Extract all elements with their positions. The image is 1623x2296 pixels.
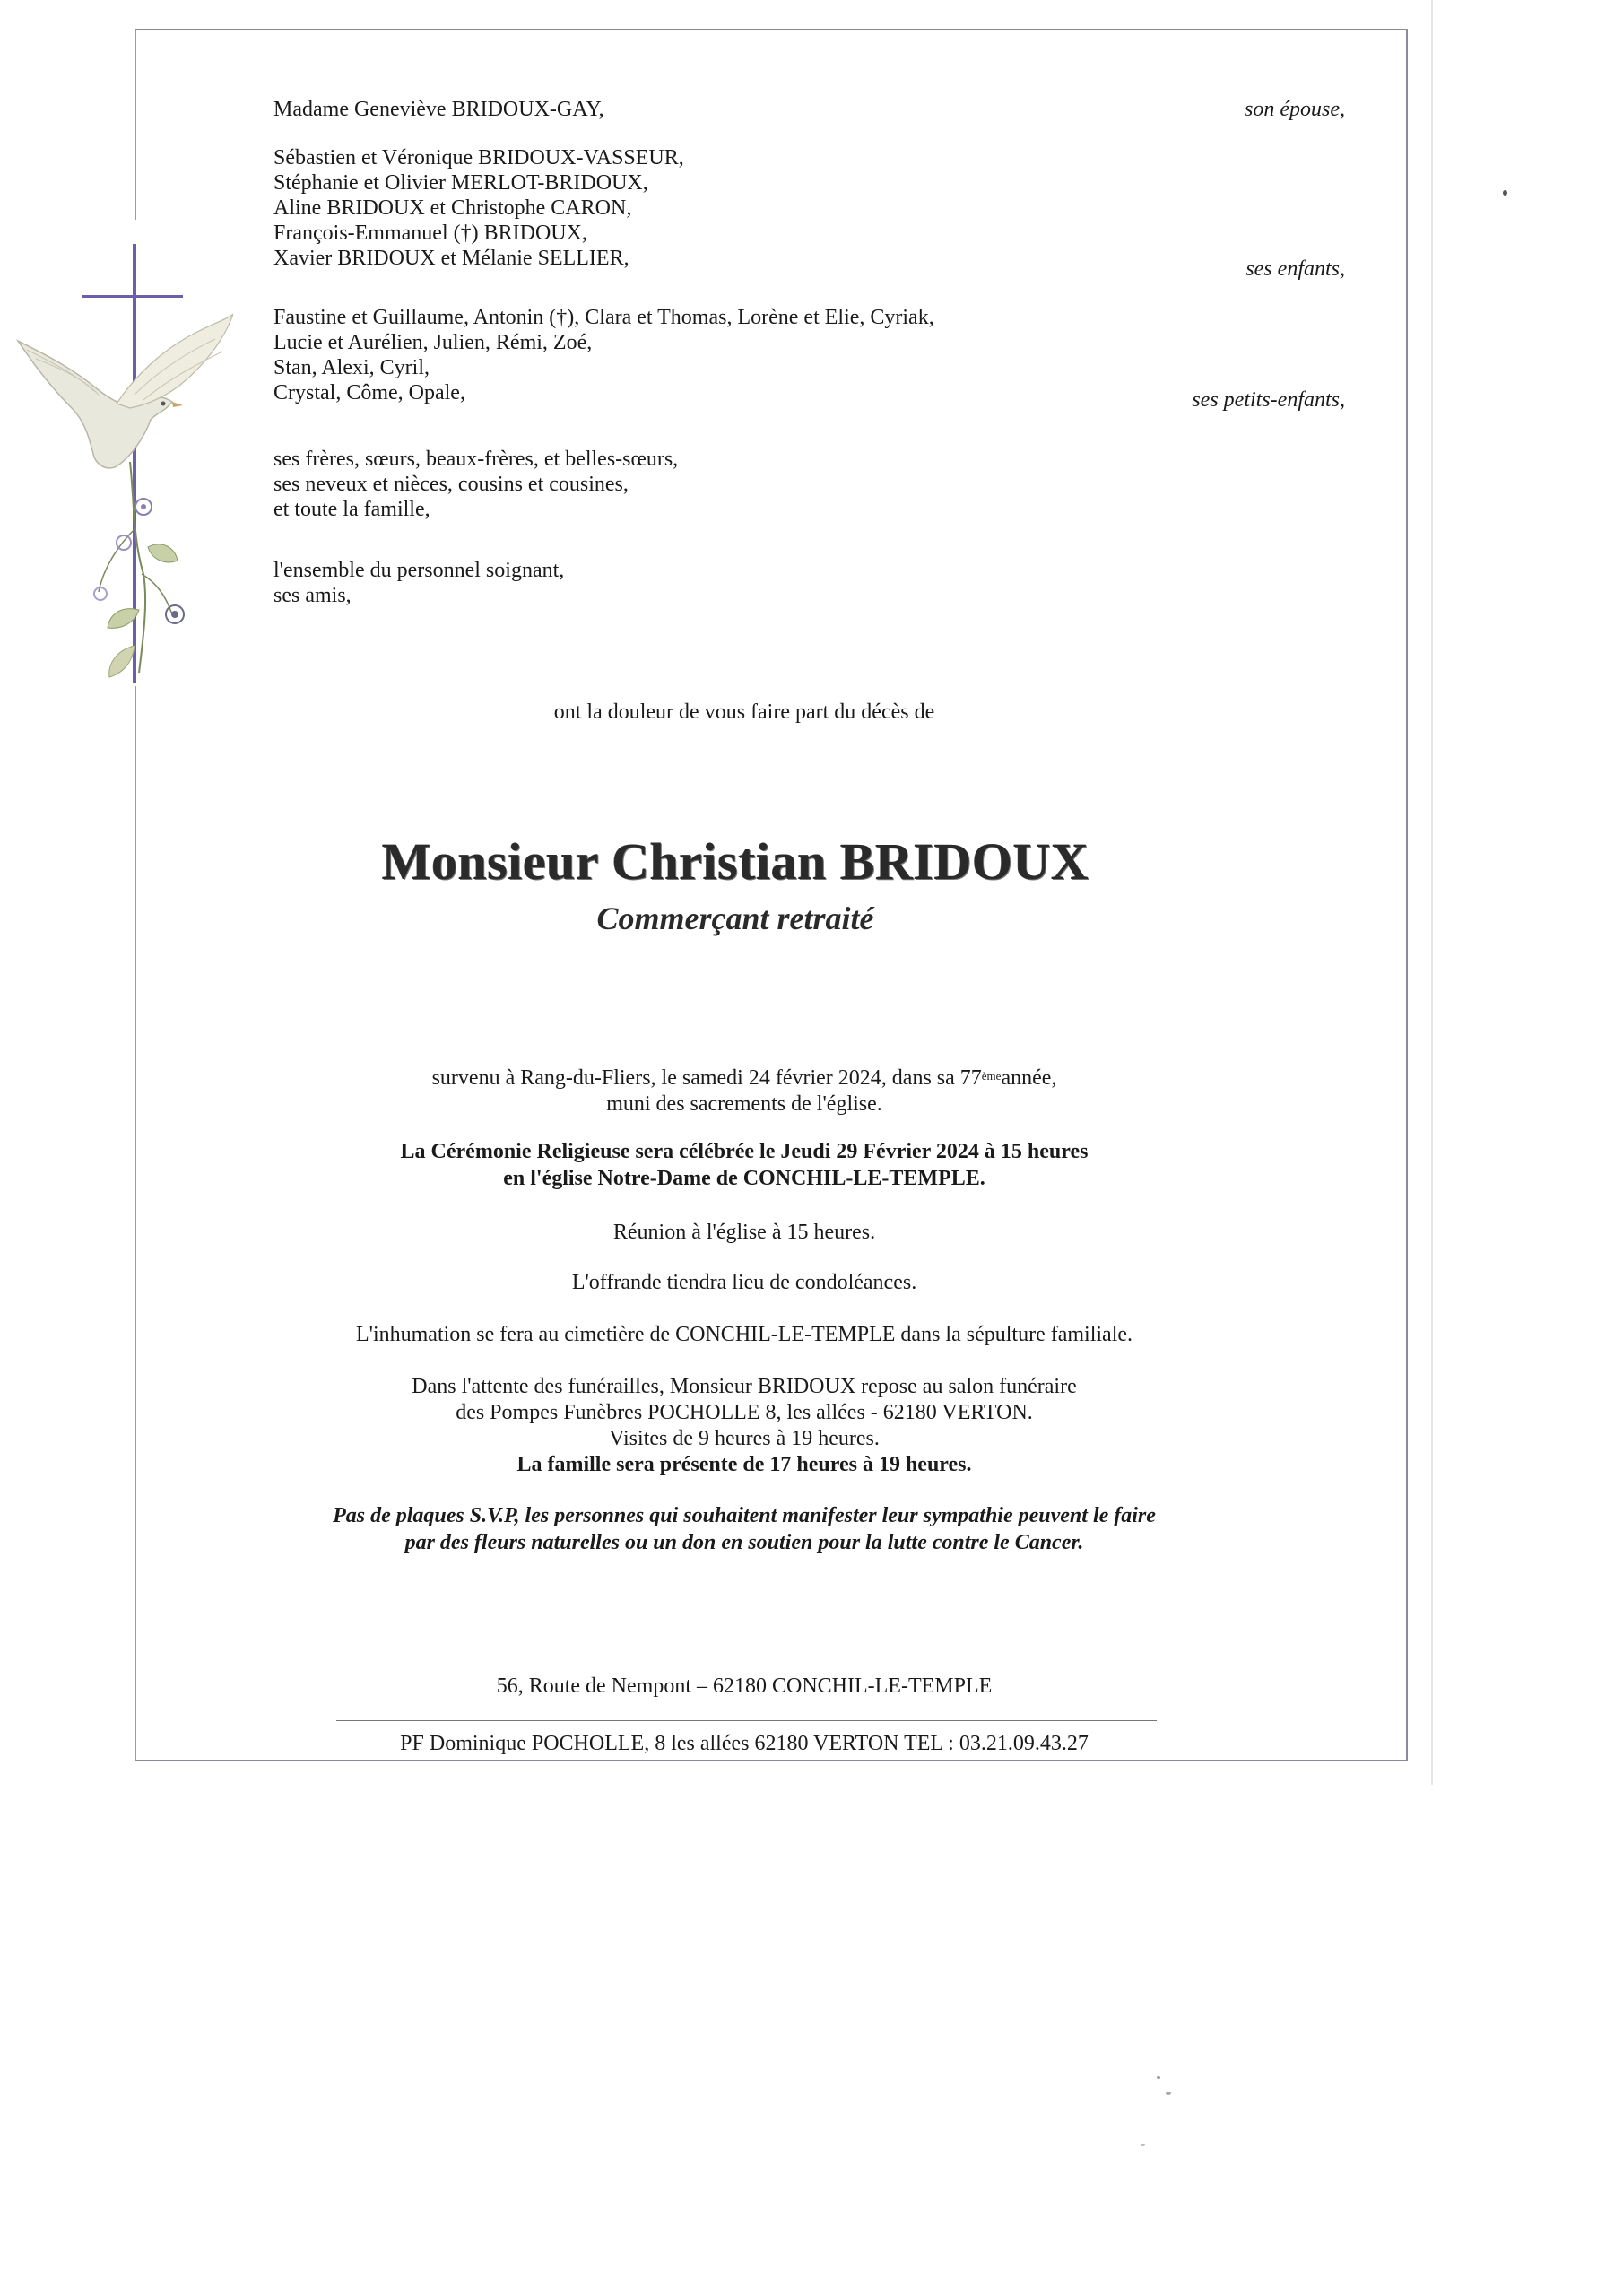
announcement-text: ont la douleur de vous faire part du décès de xyxy=(553,700,935,724)
burial-line: L'inhumation se fera au cimetière de CONCHIL-LE-TEMPLE dans la sépulture familiale. xyxy=(355,1323,1133,1346)
grandchild-line: Faustine et Guillaume, Antonin (†), Clara et Thomas, Lorène et Elie, Cyriak, xyxy=(273,306,934,329)
child-line: François-Emmanuel (†) BRIDOUX, xyxy=(273,222,587,245)
spouse-name: Madame Geneviève BRIDOUX-GAY, xyxy=(273,98,604,121)
scan-speck xyxy=(1503,190,1507,196)
sacraments-line: muni des sacrements de l'église. xyxy=(606,1092,882,1116)
child-line: Aline BRIDOUX et Christophe CARON, xyxy=(273,196,632,220)
footer-divider xyxy=(336,1720,1157,1721)
rest-line-1: Dans l'attente des funérailles, Monsieur BRIDOUX repose au salon funéraire xyxy=(412,1375,1077,1398)
spouse-role: son épouse, xyxy=(1245,98,1345,121)
children-role: ses enfants, xyxy=(1245,257,1345,281)
ceremony-line-1: La Cérémonie Religieuse sera célébrée le Jeudi 29 Février 2024 à 15 heures xyxy=(400,1140,1089,1163)
deceased-profession: Commerçant retraité xyxy=(596,900,874,936)
grandchild-line: Lucie et Aurélien, Julien, Rémi, Zoé, xyxy=(273,331,593,354)
grandchild-line: Crystal, Côme, Opale, xyxy=(273,381,465,404)
staff-line: ses amis, xyxy=(273,584,352,607)
extended-family-line: ses frères, sœurs, beaux-frères, et belles-sœurs, xyxy=(273,448,679,471)
visits-line: Visites de 9 heures à 19 heures. xyxy=(609,1427,880,1450)
reunion-line: Réunion à l'église à 15 heures. xyxy=(612,1221,876,1244)
deceased-name: Monsieur Christian BRIDOUX xyxy=(381,832,1089,891)
family-present-line: La famille sera présente de 17 heures à 19 heures. xyxy=(516,1453,972,1476)
scan-edge xyxy=(1431,0,1433,1785)
scan-speck xyxy=(1141,2144,1145,2146)
flowers-line-2: par des fleurs naturelles ou un don en soutien pour la lutte contre le Cancer. xyxy=(404,1531,1084,1554)
child-line: Sébastien et Véronique BRIDOUX-VASSEUR, xyxy=(273,146,684,170)
extended-family-line: et toute la famille, xyxy=(273,498,430,521)
dove-cross-flowers-icon xyxy=(9,305,233,682)
notice-frame xyxy=(135,29,1408,1761)
child-line: Stéphanie et Olivier MERLOT-BRIDOUX, xyxy=(273,171,648,195)
child-line: Xavier BRIDOUX et Mélanie SELLIER, xyxy=(273,247,629,270)
scan-speck xyxy=(1166,2092,1171,2095)
extended-family-line: ses neveux et nièces, cousins et cousines, xyxy=(273,473,629,496)
flowers-line-1: Pas de plaques S.V.P, les personnes qui souhaitent manifester leur sympathie peuvent le faire xyxy=(333,1504,1156,1527)
funeral-home-line: PF Dominique POCHOLLE, 8 les allées 62180 VERTON TEL : 03.21.09.43.27 xyxy=(400,1732,1089,1755)
offering-line: L'offrande tiendra lieu de condoléances. xyxy=(571,1271,917,1294)
death-line: survenu à Rang-du-Fliers, le samedi 24 février 2024, dans sa 77èmeannée, xyxy=(431,1066,1057,1090)
staff-line: l'ensemble du personnel soignant, xyxy=(273,559,565,582)
cross-horizontal xyxy=(82,295,183,298)
family-address: 56, Route de Nempont – 62180 CONCHIL-LE-TEMPLE xyxy=(496,1674,993,1698)
ceremony-line-2: en l'église Notre-Dame de CONCHIL-LE-TEMPLE. xyxy=(503,1167,985,1190)
grandchild-line: Stan, Alexi, Cyril, xyxy=(273,356,430,379)
rest-line-2: des Pompes Funèbres POCHOLLE 8, les allées - 62180 VERTON. xyxy=(456,1401,1033,1424)
grandchildren-role: ses petits-enfants, xyxy=(1192,388,1345,412)
announcement xyxy=(135,700,1354,726)
scan-speck xyxy=(1157,2076,1160,2079)
